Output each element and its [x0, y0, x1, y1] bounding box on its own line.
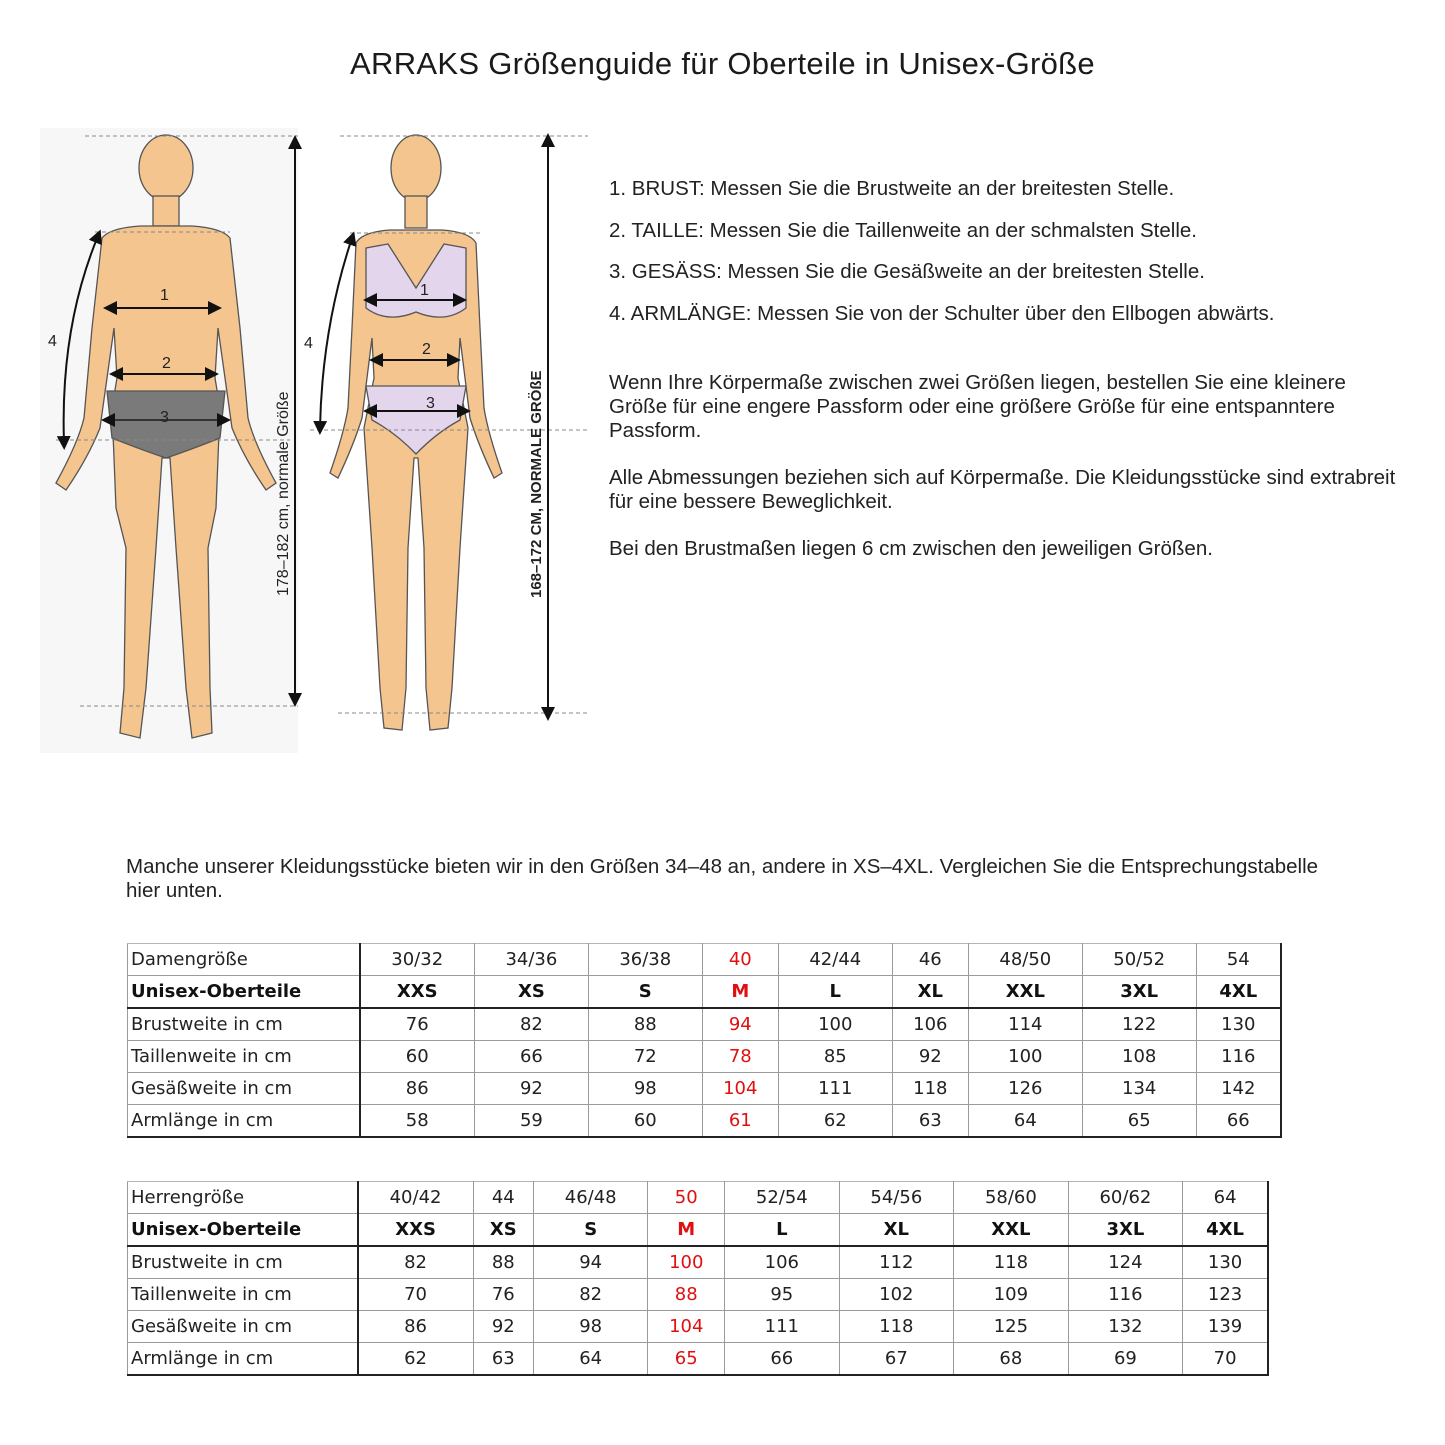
- table-cell: 60: [360, 1041, 475, 1073]
- table-cell: 3XL: [1068, 1214, 1183, 1247]
- table-cell: 36/38: [588, 944, 702, 976]
- table-cell: 66: [1196, 1105, 1281, 1138]
- table-cell: 112: [839, 1246, 954, 1279]
- table-cell: XL: [839, 1214, 954, 1247]
- instruction-waist: 2. TAILLE: Messen Sie die Taillenweite an der schmalsten Stelle.: [609, 218, 1197, 242]
- size-notes: [609, 371, 1409, 584]
- note-body-measures: Alle Abmessungen beziehen sich auf Körpermaße. Die Kleidungsstücke sind extrabreit für eine bessere Beweglichkeit.: [609, 466, 1396, 513]
- table-cell: 106: [892, 1008, 968, 1041]
- table-cell: 92: [473, 1311, 533, 1343]
- table-cell: 42/44: [778, 944, 892, 976]
- table-row: [128, 1343, 1269, 1376]
- table-cell: 30/32: [360, 944, 475, 976]
- table-cell: 108: [1082, 1041, 1196, 1073]
- page-title: ARRAKS Größenguide für Oberteile in Unisex-Größe: [350, 46, 1095, 81]
- table-cell: 76: [473, 1279, 533, 1311]
- table-cell: 118: [892, 1073, 968, 1105]
- table-cell: 118: [839, 1311, 954, 1343]
- table-cell: 67: [839, 1343, 954, 1376]
- table-cell: 88: [473, 1246, 533, 1279]
- table-cell-highlight: 61: [702, 1105, 778, 1138]
- row-label: Armlänge in cm: [128, 1343, 358, 1376]
- row-label: Taillenweite in cm: [128, 1041, 360, 1073]
- note-chest-step: Bei den Brustmaßen liegen 6 cm zwischen den jeweiligen Größen.: [609, 537, 1213, 560]
- table-cell: 48/50: [968, 944, 1082, 976]
- table-cell: 85: [778, 1041, 892, 1073]
- table-cell: XXL: [954, 1214, 1069, 1247]
- table-cell-highlight: 78: [702, 1041, 778, 1073]
- row-label: Herrengröße: [128, 1182, 358, 1214]
- table-cell: 92: [892, 1041, 968, 1073]
- female-marker-2: 2: [422, 341, 431, 358]
- table-cell: S: [588, 976, 702, 1009]
- table-cell: 102: [839, 1279, 954, 1311]
- measurement-instructions: [609, 177, 1429, 343]
- table-cell: 111: [725, 1311, 840, 1343]
- table-row: [128, 976, 1282, 1009]
- table-cell: 134: [1082, 1073, 1196, 1105]
- female-marker-3: 3: [426, 395, 435, 412]
- table-row: [128, 1311, 1269, 1343]
- row-label: Unisex-Oberteile: [128, 976, 360, 1009]
- table-cell: 82: [533, 1279, 648, 1311]
- table-cell: XXL: [968, 976, 1082, 1009]
- table-cell: 95: [725, 1279, 840, 1311]
- table-cell: 126: [968, 1073, 1082, 1105]
- table-cell: S: [533, 1214, 648, 1247]
- table-cell: XS: [474, 976, 588, 1009]
- male-marker-3: 3: [160, 409, 169, 426]
- table-row: [128, 944, 1282, 976]
- table-cell: 116: [1068, 1279, 1183, 1311]
- table-cell: XS: [473, 1214, 533, 1247]
- table-cell-highlight: 100: [648, 1246, 725, 1279]
- table-row: [128, 1246, 1269, 1279]
- table-cell: 58: [360, 1105, 475, 1138]
- row-label: Gesäßweite in cm: [128, 1311, 358, 1343]
- table-row: [128, 1073, 1282, 1105]
- table-cell: 63: [473, 1343, 533, 1376]
- table-cell: 44: [473, 1182, 533, 1214]
- table-cell: 109: [954, 1279, 1069, 1311]
- row-label: Armlänge in cm: [128, 1105, 360, 1138]
- table-cell: 58/60: [954, 1182, 1069, 1214]
- table-cell: 54: [1196, 944, 1281, 976]
- table-cell-highlight: M: [702, 976, 778, 1009]
- table-cell: 68: [954, 1343, 1069, 1376]
- male-marker-1: 1: [160, 287, 169, 304]
- table-cell: 40/42: [358, 1182, 474, 1214]
- table-cell: XXS: [360, 976, 475, 1009]
- table-cell: 62: [358, 1343, 474, 1376]
- male-height-label: 178–182 cm, normale Größe: [275, 391, 292, 596]
- table-cell: 64: [533, 1343, 648, 1376]
- table-cell: 142: [1196, 1073, 1281, 1105]
- table-cell: 94: [533, 1246, 648, 1279]
- instruction-arm-length: 4. ARMLÄNGE: Messen Sie von der Schulter über den Ellbogen abwärts.: [609, 301, 1275, 325]
- table-cell-highlight: 94: [702, 1008, 778, 1041]
- table-row: [128, 1105, 1282, 1138]
- table-cell: 118: [954, 1246, 1069, 1279]
- table-cell: 106: [725, 1246, 840, 1279]
- note-between-sizes: Wenn Ihre Körpermaße zwischen zwei Größen liegen, bestellen Sie eine kleinere Größe für eine engere Passform oder eine größere Größe für eine entspanntere Passform.: [609, 371, 1346, 442]
- table-cell-highlight: 40: [702, 944, 778, 976]
- table-cell: 63: [892, 1105, 968, 1138]
- female-marker-1: 1: [420, 282, 429, 299]
- table-cell: 66: [474, 1041, 588, 1073]
- table-cell: 59: [474, 1105, 588, 1138]
- row-label: Taillenweite in cm: [128, 1279, 358, 1311]
- table-cell: 50/52: [1082, 944, 1196, 976]
- table-cell: XL: [892, 976, 968, 1009]
- conversion-intro: Manche unserer Kleidungsstücke bieten wir in den Größen 34–48 an, andere in XS–4XL. Vergleichen Sie die Entsprechungstabelle hier unten.: [126, 855, 1319, 902]
- table-cell: 52/54: [725, 1182, 840, 1214]
- women-size-table: [127, 943, 1282, 1138]
- men-size-table: [127, 1181, 1269, 1376]
- female-marker-4: 4: [304, 335, 313, 352]
- table-cell: 124: [1068, 1246, 1183, 1279]
- table-cell: 82: [474, 1008, 588, 1041]
- table-row: [128, 1279, 1269, 1311]
- table-cell: 130: [1183, 1246, 1268, 1279]
- table-cell: 66: [725, 1343, 840, 1376]
- table-cell: 100: [778, 1008, 892, 1041]
- table-cell: 92: [474, 1073, 588, 1105]
- table-cell: 60: [588, 1105, 702, 1138]
- table-cell-highlight: 65: [648, 1343, 725, 1376]
- table-cell: 65: [1082, 1105, 1196, 1138]
- row-label: Unisex-Oberteile: [128, 1214, 358, 1247]
- female-height-label: 168–172 CM, NORMALE GRÖßE: [528, 370, 545, 598]
- table-cell: 88: [588, 1008, 702, 1041]
- table-cell: 54/56: [839, 1182, 954, 1214]
- table-cell: 98: [533, 1311, 648, 1343]
- male-marker-4: 4: [48, 333, 57, 350]
- table-cell: 64: [968, 1105, 1082, 1138]
- table-cell: 130: [1196, 1008, 1281, 1041]
- row-label: Gesäßweite in cm: [128, 1073, 360, 1105]
- table-cell: 82: [358, 1246, 474, 1279]
- table-cell: 116: [1196, 1041, 1281, 1073]
- table-cell: L: [725, 1214, 840, 1247]
- table-cell: 70: [358, 1279, 474, 1311]
- table-cell: 34/36: [474, 944, 588, 976]
- table-cell: 72: [588, 1041, 702, 1073]
- table-cell: 69: [1068, 1343, 1183, 1376]
- table-row: [128, 1214, 1269, 1247]
- table-cell: 123: [1183, 1279, 1268, 1311]
- table-cell: XXS: [358, 1214, 474, 1247]
- table-cell: L: [778, 976, 892, 1009]
- table-cell: 100: [968, 1041, 1082, 1073]
- body-figures-illustration: [40, 128, 600, 753]
- table-cell: 60/62: [1068, 1182, 1183, 1214]
- table-cell: 76: [360, 1008, 475, 1041]
- table-cell: 86: [360, 1073, 475, 1105]
- table-cell: 4XL: [1183, 1214, 1268, 1247]
- table-cell: 86: [358, 1311, 474, 1343]
- instruction-hip: 3. GESÄSS: Messen Sie die Gesäßweite an der breitesten Stelle.: [609, 260, 1205, 283]
- table-cell-highlight: 104: [702, 1073, 778, 1105]
- table-cell: 4XL: [1196, 976, 1281, 1009]
- table-cell: 122: [1082, 1008, 1196, 1041]
- row-label: Damengröße: [128, 944, 360, 976]
- table-cell: 114: [968, 1008, 1082, 1041]
- table-cell-highlight: 88: [648, 1279, 725, 1311]
- row-label: Brustweite in cm: [128, 1008, 360, 1041]
- male-marker-2: 2: [162, 355, 171, 372]
- table-row: [128, 1041, 1282, 1073]
- table-cell: 125: [954, 1311, 1069, 1343]
- table-cell: 46/48: [533, 1182, 648, 1214]
- instruction-chest: 1. BRUST: Messen Sie die Brustweite an der breitesten Stelle.: [609, 177, 1175, 200]
- table-cell-highlight: 104: [648, 1311, 725, 1343]
- table-cell-highlight: 50: [648, 1182, 725, 1214]
- table-cell: 64: [1183, 1182, 1268, 1214]
- table-cell: 139: [1183, 1311, 1268, 1343]
- table-row: [128, 1008, 1282, 1041]
- table-cell: 111: [778, 1073, 892, 1105]
- table-cell: 132: [1068, 1311, 1183, 1343]
- table-cell-highlight: M: [648, 1214, 725, 1247]
- table-cell: 3XL: [1082, 976, 1196, 1009]
- table-cell: 46: [892, 944, 968, 976]
- table-cell: 98: [588, 1073, 702, 1105]
- body-measurement-figures: [40, 128, 600, 753]
- table-cell: 62: [778, 1105, 892, 1138]
- row-label: Brustweite in cm: [128, 1246, 358, 1279]
- table-cell: 70: [1183, 1343, 1268, 1376]
- table-row: [128, 1182, 1269, 1214]
